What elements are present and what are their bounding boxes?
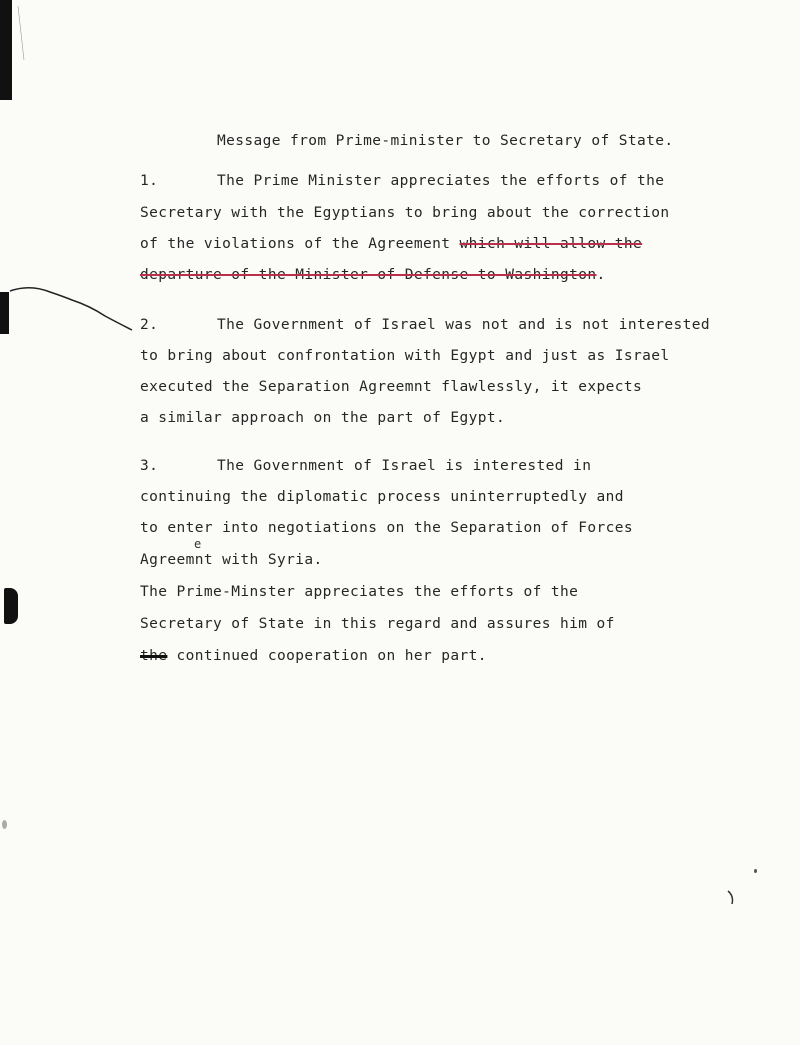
paragraph-2-number: 2. bbox=[140, 317, 159, 333]
torn-edge-mark bbox=[0, 0, 140, 340]
paragraph-2-line-4: a similar approach on the part of Egypt. bbox=[140, 410, 506, 426]
scan-speck bbox=[754, 869, 757, 873]
paragraph-3-line-7 bbox=[140, 647, 487, 665]
paragraph-3-number: 3. bbox=[140, 458, 159, 474]
struck-text: departure of the Minister of Defense to Washington bbox=[140, 267, 597, 283]
paragraph-1-line-4 bbox=[140, 266, 606, 284]
handwritten-insertion: e bbox=[194, 537, 202, 551]
document-title: Message from Prime-minister to Secretary of State. bbox=[217, 133, 674, 149]
paragraph-2-line-2: to bring about confrontation with Egypt and just as Israel bbox=[140, 348, 670, 364]
paragraph-3-line-2: continuing the diplomatic process uninterruptedly and bbox=[140, 489, 624, 505]
scan-blot-lower bbox=[4, 588, 18, 624]
paragraph-1-line-1: The Prime Minister appreciates the efforts of the bbox=[217, 173, 665, 189]
paragraph-1-line-4-text: . bbox=[596, 267, 606, 283]
paragraph-1-line-3 bbox=[140, 235, 642, 253]
paragraph-3-line-1: The Government of Israel is interested in bbox=[217, 458, 592, 474]
paragraph-3-line-3: to enter into negotiations on the Separation of Forces bbox=[140, 520, 634, 536]
paragraph-2-line-3: executed the Separation Agreemnt flawlessly, it expects bbox=[140, 379, 643, 395]
struck-text: which will allow the bbox=[459, 236, 643, 252]
paragraph-3-line-7-text: continued cooperation on her part. bbox=[167, 648, 487, 664]
scan-speck-left bbox=[2, 820, 7, 829]
struck-text: the bbox=[140, 648, 168, 664]
paragraph-1-number: 1. bbox=[140, 173, 159, 189]
paragraph-1-line-3-text: of the violations of the Agreement bbox=[140, 236, 460, 252]
paragraph-2-line-1: The Government of Israel was not and is not interested bbox=[217, 317, 711, 333]
paragraph-1-line-2: Secretary with the Egyptians to bring about the correction bbox=[140, 205, 670, 221]
paragraph-3-line-6: Secretary of State in this regard and assures him of bbox=[140, 616, 615, 632]
scan-mark-lower-right bbox=[725, 888, 741, 908]
paragraph-3-line-5: The Prime-Minster appreciates the efforts of the bbox=[140, 584, 579, 600]
paragraph-3-line-4: Agreemnt with Syria. bbox=[140, 552, 323, 568]
